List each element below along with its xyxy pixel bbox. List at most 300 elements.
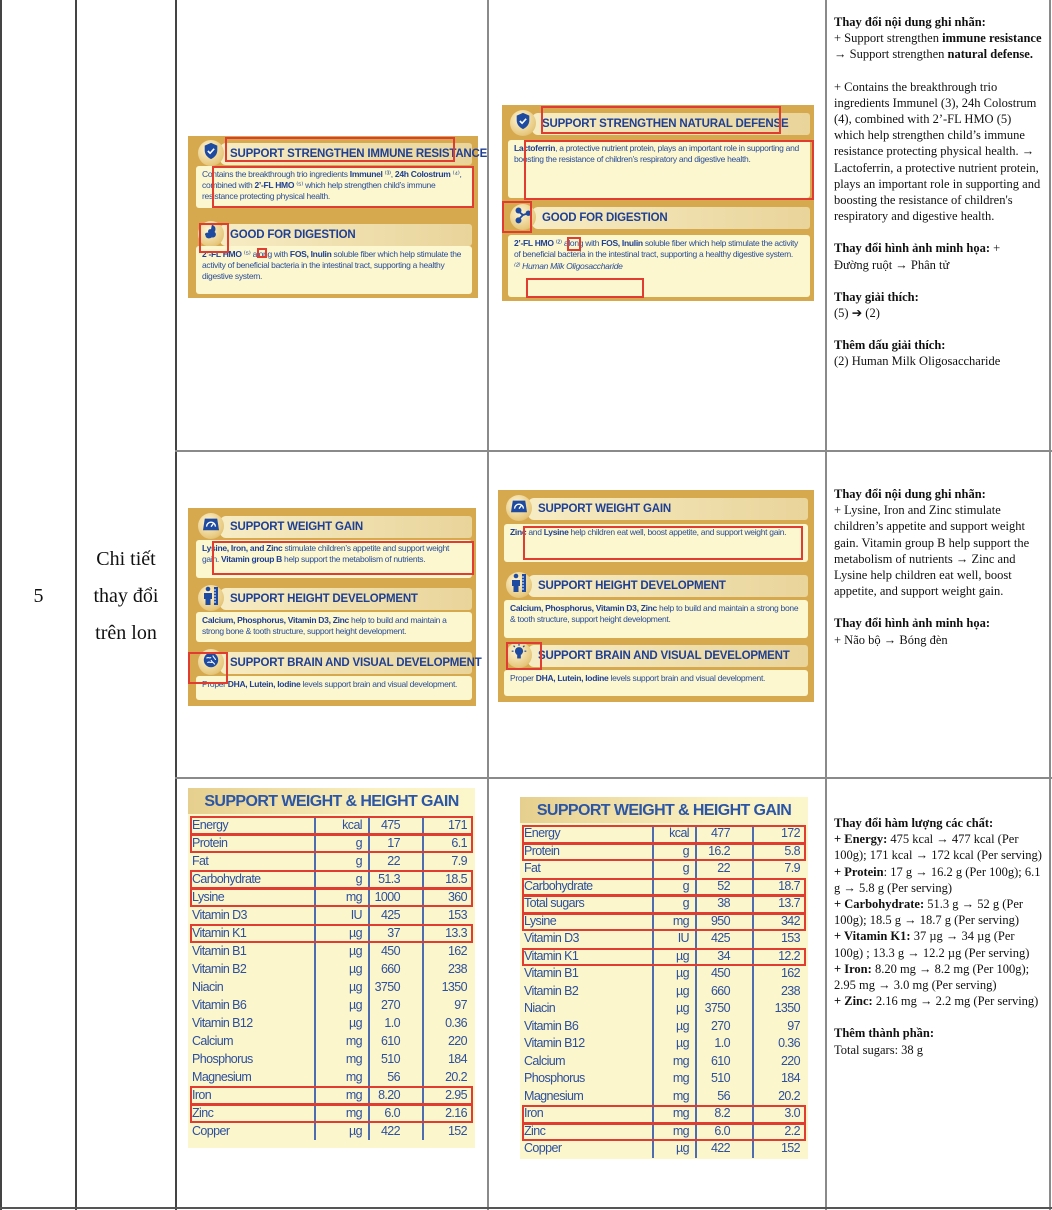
per-100g-value: 22 <box>387 854 400 868</box>
nutrient-name: Lysine <box>192 890 225 904</box>
category-line: trên lon <box>95 622 157 644</box>
per-100g-value: 270 <box>710 1018 730 1033</box>
per-100g-value: 425 <box>710 931 730 945</box>
note-line <box>834 30 1044 62</box>
note-heading-suffix: + <box>989 241 1001 256</box>
brain-badge <box>198 649 224 675</box>
nutrient-name: Vitamin B1 <box>524 966 579 980</box>
per-100g-value: 950 <box>710 913 730 928</box>
table-row <box>520 1000 808 1018</box>
per-serving-value: 238 <box>447 962 467 976</box>
section-body <box>504 524 808 562</box>
text-run: Contains the breakthrough trio ingredients <box>202 169 350 179</box>
text-run: , a protective nutrient protein, plays an important role in supporting and boosting the resistance of children’s respiratory and digestive health. <box>514 143 799 164</box>
per-serving-value: 2.2 <box>784 1123 800 1138</box>
note-heading: Thay giải thích: <box>834 289 919 304</box>
section-title: SUPPORT STRENGTHEN IMMUNE RESISTANCE <box>230 148 488 160</box>
section-body <box>196 540 472 578</box>
per-serving-value: 153 <box>447 908 467 922</box>
nutrient-name: Energy <box>524 826 561 840</box>
note-line <box>834 993 1044 1009</box>
nutrient-name: Calcium <box>192 1034 233 1048</box>
section-title: SUPPORT HEIGHT DEVELOPMENT <box>538 580 726 592</box>
note-block <box>834 14 1044 224</box>
text-run: help children eat well, boost appetite, and support weight gain. <box>568 527 787 537</box>
bold-text: immune resistance <box>942 31 1042 46</box>
nutrient-name: Vitamin B6 <box>524 1018 579 1033</box>
table-row <box>520 825 808 843</box>
note-line <box>834 1042 1044 1058</box>
table-row <box>188 924 475 942</box>
table-row <box>188 1050 475 1068</box>
text-run: levels support brain and visual development. <box>300 679 458 689</box>
per-100g-value: 51.3 <box>378 872 400 886</box>
per-serving-value: 0.36 <box>445 1016 467 1030</box>
nutrient-name: Niacin <box>524 1001 556 1015</box>
shield-check-icon <box>202 142 220 165</box>
bold-text: Lysine, Iron, and Zinc <box>202 543 283 553</box>
nutrient-unit: µg <box>349 980 362 994</box>
child-height-ruler-badge <box>506 572 532 598</box>
bold-text: 2’-FL HMO <box>514 238 554 248</box>
per-100g-value: 660 <box>380 962 400 976</box>
per-serving-value: 172 <box>780 826 800 840</box>
change-notes-nutrition <box>834 815 1044 1074</box>
per-serving-value: 1350 <box>774 1001 800 1015</box>
bold-text: natural defense. <box>947 47 1033 62</box>
table-border-right <box>1049 0 1051 1210</box>
table-row <box>188 852 475 870</box>
nutrient-unit: g <box>355 836 362 850</box>
text-run: → Support strengthen <box>834 47 948 62</box>
per-serving-value: 97 <box>454 998 467 1012</box>
bold-text: + Zinc: <box>834 994 873 1009</box>
nutrient-name: Fat <box>524 861 541 875</box>
child-height-ruler-badge <box>198 585 224 611</box>
note-heading: Thay đổi nội dung ghi nhãn: <box>834 487 986 501</box>
nutrient-unit: µg <box>349 1124 362 1138</box>
lightbulb-icon <box>509 643 529 668</box>
text-run: Proper <box>202 679 228 689</box>
per-serving-value: 1350 <box>441 980 467 994</box>
column-divider <box>825 0 827 1210</box>
text-run: ⁽²⁾ along with <box>553 238 602 248</box>
table-row <box>520 1088 808 1106</box>
per-serving-value: 13.3 <box>445 926 467 940</box>
nutrient-unit: mg <box>672 1053 689 1068</box>
table-row <box>188 870 475 888</box>
nutrient-unit: mg <box>345 1034 362 1048</box>
per-100g-value: 1.0 <box>384 1016 400 1030</box>
per-100g-value: 16.2 <box>708 843 730 858</box>
nutrient-name: Vitamin K1 <box>192 926 247 940</box>
nutrient-name: Vitamin B12 <box>524 1036 585 1050</box>
nutrient-unit: kcal <box>342 818 362 832</box>
per-serving-value: 238 <box>780 983 800 998</box>
bold-text: DHA, Lutein, Iodine <box>535 673 609 683</box>
per-serving-value: 2.95 <box>445 1088 467 1102</box>
nutrient-name: Phosphorus <box>192 1052 253 1066</box>
per-serving-value: 7.9 <box>784 861 800 875</box>
per-serving-value: 184 <box>447 1052 467 1066</box>
table-row <box>520 983 808 1001</box>
molecule-icon <box>513 206 533 229</box>
nutrition-table-title: SUPPORT WEIGHT & HEIGHT GAIN <box>188 788 475 814</box>
per-serving-value: 152 <box>780 1141 800 1155</box>
table-row <box>520 843 808 861</box>
nutrient-unit: mg <box>345 1088 362 1102</box>
per-100g-value: 510 <box>710 1071 730 1085</box>
table-row <box>188 888 475 906</box>
per-100g-value: 450 <box>710 966 730 980</box>
nutrient-name: Vitamin D3 <box>192 908 247 922</box>
note-heading: Thay đổi hình ảnh minh họa: <box>834 616 990 631</box>
speedometer-scale-badge <box>506 495 532 521</box>
nutrient-name: Magnesium <box>524 1088 584 1103</box>
per-100g-value: 610 <box>710 1053 730 1068</box>
text-run: soluble fiber which help stimulate the activity of beneficial bacteria in the intestinal tract, supporting a healthy digestive system. <box>202 249 462 281</box>
per-100g-value: 1000 <box>374 890 400 904</box>
table-row <box>520 1140 808 1158</box>
speedometer-scale-badge <box>198 513 224 539</box>
bold-text: Immunel <box>349 169 383 179</box>
note-heading: Thay đổi hàm lượng các chất: <box>834 816 994 830</box>
text-run: stimulate children’s appetite and support weight gain. <box>202 543 450 564</box>
nutrient-name: Calcium <box>524 1053 565 1068</box>
table-row <box>520 860 808 878</box>
nutrient-unit: µg <box>676 1036 689 1050</box>
note-block <box>834 815 1044 1009</box>
nutrient-unit: µg <box>676 966 689 980</box>
per-serving-value: 184 <box>780 1071 800 1085</box>
note-heading: Thay đổi hình ảnh minh họa: <box>834 241 990 256</box>
per-serving-value: 153 <box>780 931 800 945</box>
table-row <box>520 930 808 948</box>
note-block <box>834 1025 1044 1057</box>
nutrient-name: Energy <box>192 818 229 832</box>
note-heading: Thêm dấu giải thích: <box>834 338 946 353</box>
table-row <box>188 942 475 960</box>
table-row <box>188 978 475 996</box>
note-block <box>834 289 1044 321</box>
nutrient-name: Total sugars <box>524 896 585 910</box>
per-serving-value: 7.9 <box>451 854 467 868</box>
per-100g-value: 425 <box>380 908 400 922</box>
bold-text: FOS, Inulin <box>289 249 332 259</box>
per-serving-value: 162 <box>447 944 467 958</box>
nutrient-unit: µg <box>349 1016 362 1030</box>
per-serving-value: 342 <box>780 913 800 928</box>
table-row <box>188 960 475 978</box>
per-100g-value: 6.0 <box>714 1123 730 1138</box>
nutrient-unit: µg <box>676 1001 689 1015</box>
bold-text: Zinc <box>510 527 527 537</box>
per-serving-value: 5.8 <box>784 843 800 858</box>
note-line <box>834 864 1044 896</box>
table-row <box>188 1032 475 1050</box>
section-title: SUPPORT BRAIN AND VISUAL DEVELOPMENT <box>538 650 790 662</box>
per-serving-value: 97 <box>787 1018 800 1033</box>
per-100g-value: 22 <box>717 861 730 875</box>
nutrient-name: Vitamin B2 <box>524 983 579 998</box>
text-run: ⁽³⁾, <box>382 169 395 179</box>
column-divider <box>175 0 177 1210</box>
per-100g-value: 475 <box>380 818 400 832</box>
table-row <box>520 913 808 931</box>
row-divider <box>175 777 1052 779</box>
nutrient-name: Vitamin B12 <box>192 1016 253 1030</box>
per-100g-value: 3750 <box>374 980 400 994</box>
nutrient-name: Vitamin B2 <box>192 962 247 976</box>
per-100g-value: 56 <box>387 1070 400 1084</box>
per-100g-value: 1.0 <box>714 1036 730 1050</box>
nutrient-unit: µg <box>676 948 689 963</box>
lightbulb-badge <box>506 642 532 668</box>
new-nutrition-table <box>520 797 808 1159</box>
text-run: Đường ruột → Phân tử <box>834 257 950 272</box>
text-run: (5) ➔ (2) <box>834 306 880 321</box>
text-run: 475 kcal → 477 kcal (Per 100g); 171 kcal → 172 kcal (Per serving) <box>834 832 1042 863</box>
table-row <box>520 895 808 913</box>
nutrient-unit: µg <box>349 944 362 958</box>
section-title: SUPPORT WEIGHT GAIN <box>230 521 363 533</box>
section-title: SUPPORT BRAIN AND VISUAL DEVELOPMENT <box>230 657 482 669</box>
nutrient-unit: mg <box>672 913 689 928</box>
bold-text: Calcium, Phosphorus, Vitamin D3, Zinc <box>202 615 349 625</box>
nutrient-unit: mg <box>672 1106 689 1120</box>
nutrient-unit: g <box>682 861 689 875</box>
section-title: SUPPORT HEIGHT DEVELOPMENT <box>230 593 418 605</box>
note-line <box>834 353 1044 369</box>
text-run: 2.16 mg → 2.2 mg (Per serving) <box>872 994 1039 1009</box>
per-serving-value: 171 <box>447 818 467 832</box>
section-title: GOOD FOR DIGESTION <box>542 212 668 224</box>
note-line <box>834 79 1044 225</box>
table-row <box>520 1105 808 1123</box>
nutrient-name: Vitamin B1 <box>192 944 247 958</box>
text-run: Proper <box>510 673 536 683</box>
table-row <box>188 1086 475 1104</box>
nutrient-unit: g <box>682 896 689 910</box>
nutrient-unit: µg <box>676 1018 689 1033</box>
nutrient-name: Niacin <box>192 980 224 994</box>
text-run: Total sugars: 38 g <box>834 1042 924 1057</box>
note-block <box>834 240 1044 272</box>
table-row <box>520 1070 808 1088</box>
bold-text: 24h Colostrum <box>394 169 451 179</box>
shield-check-badge <box>510 110 536 136</box>
nutrient-unit: mg <box>345 1052 362 1066</box>
note-line <box>834 831 1044 863</box>
section-body <box>508 235 810 297</box>
text-run: + Lysine, Iron and Zinc stimulate children’s appetite and support weight gain. Vitamin group B help support the metabolism of nutrients → Zinc and Lysine help children eat well, boost appetite, and support weight gain. <box>834 503 1030 599</box>
text-run: + Contains the breakthrough trio ingredients Immunel (3), 24h Colostrum (4), combined with 2’-FL HMO (5) which help strengthen child’s immune resistance protecting physical health. → Lactoferrin, a protective nutrient protein, plays an important role in supporting and boosting the resistance of children's respiratory and digestive health. <box>834 79 1041 224</box>
per-100g-value: 3750 <box>704 1001 730 1015</box>
per-serving-value: 20.2 <box>778 1088 800 1103</box>
nutrient-unit: mg <box>345 1106 362 1120</box>
nutrient-name: Magnesium <box>192 1070 252 1084</box>
bold-text: + Vitamin K1: <box>834 929 911 944</box>
nutrient-name: Vitamin B6 <box>192 998 247 1012</box>
nutrient-unit: g <box>355 872 362 886</box>
table-row <box>188 816 475 834</box>
nutrient-unit: mg <box>672 1071 689 1085</box>
nutrient-name: Phosphorus <box>524 1071 585 1085</box>
column-divider <box>487 0 489 1210</box>
per-100g-value: 34 <box>717 948 730 963</box>
per-100g-value: 52 <box>717 878 730 893</box>
nutrient-name: Protein <box>192 836 228 850</box>
nutrient-name: Protein <box>524 843 560 858</box>
per-serving-value: 13.7 <box>778 896 800 910</box>
nutrient-name: Copper <box>192 1124 230 1138</box>
category-line: thay đổi <box>93 585 159 607</box>
text-run: levels support brain and visual development. <box>608 673 766 683</box>
nutrient-name: Zinc <box>192 1106 214 1120</box>
bold-text: + Protein <box>834 864 884 879</box>
nutrient-name: Vitamin D3 <box>524 931 579 945</box>
nutrient-unit: µg <box>349 962 362 976</box>
nutrient-name: Carbohydrate <box>192 872 261 886</box>
nutrient-unit: mg <box>345 1070 362 1084</box>
note-line <box>834 896 1044 928</box>
text-run: ⁽⁴⁾, combined with <box>202 169 462 190</box>
per-100g-value: 56 <box>717 1088 730 1103</box>
nutrient-name: Zinc <box>524 1123 546 1138</box>
per-100g-value: 8.2 <box>714 1106 730 1120</box>
nutrient-name: Iron <box>524 1106 544 1120</box>
per-100g-value: 610 <box>380 1034 400 1048</box>
table-row <box>520 878 808 896</box>
text-run: 8.20 mg → 8.2 mg (Per 100g); 2.95 mg → 3.0 mg (Per serving) <box>834 961 1030 993</box>
change-notes-growth <box>834 486 1044 664</box>
section-title: GOOD FOR DIGESTION <box>230 229 356 241</box>
nutrient-unit: µg <box>349 998 362 1012</box>
nutrient-unit: µg <box>349 926 362 940</box>
molecule-badge <box>510 204 536 230</box>
section-body <box>196 612 472 642</box>
nutrient-name: Fat <box>192 854 209 868</box>
note-block <box>834 486 1044 599</box>
nutrient-unit: kcal <box>669 826 689 840</box>
per-serving-value: 20.2 <box>445 1070 467 1084</box>
text-run: ⁽⁵⁾ along with <box>241 249 290 259</box>
note-line <box>834 305 1044 321</box>
nutrient-unit: µg <box>676 983 689 998</box>
intestine-badge <box>198 221 224 247</box>
category-line: Chi tiết <box>96 548 156 570</box>
section-body <box>508 140 810 198</box>
old-nutrition-table <box>188 788 475 1148</box>
text-run: + Support strengthen <box>834 31 943 46</box>
per-100g-value: 38 <box>717 896 730 910</box>
child-height-ruler-icon <box>202 586 220 611</box>
nutrient-name: Vitamin K1 <box>524 948 579 963</box>
bold-text: Lysine <box>543 527 569 537</box>
bold-text: DHA, Lutein, Iodine <box>227 679 301 689</box>
nutrient-unit: IU <box>350 908 362 922</box>
note-line <box>834 632 1044 648</box>
per-serving-value: 3.0 <box>784 1106 800 1120</box>
per-serving-value: 220 <box>780 1053 800 1068</box>
bold-text: 2’-FL HMO <box>202 249 242 259</box>
bold-text: + Carbohydrate: <box>834 897 925 912</box>
nutrient-unit: IU <box>677 931 689 945</box>
text-run: soluble fiber which help stimulate the activity of beneficial bacteria in the intestinal tract, supporting a healthy digestive system. <box>514 238 799 259</box>
text-run: help to build and maintain a strong bone & tooth structure, support height development. <box>510 603 799 624</box>
nutrient-unit: g <box>682 843 689 858</box>
table-row <box>520 965 808 983</box>
note-spacer <box>834 63 1044 79</box>
brain-icon <box>202 651 220 674</box>
nutrient-name: Iron <box>192 1088 212 1102</box>
intestine-icon <box>202 223 220 246</box>
text-run: and <box>526 527 544 537</box>
table-row <box>188 906 475 924</box>
per-100g-value: 422 <box>380 1124 400 1138</box>
text-run: help to build and maintain a strong bone & tooth structure, support height development. <box>202 615 447 636</box>
section-body <box>196 676 472 700</box>
per-100g-value: 660 <box>710 983 730 998</box>
nutrient-unit: mg <box>672 1088 689 1103</box>
bold-text: Calcium, Phosphorus, Vitamin D3, Zinc <box>510 603 657 613</box>
section-body <box>196 166 472 208</box>
table-row <box>188 1104 475 1122</box>
table-row <box>188 1014 475 1032</box>
bold-text: + Energy: <box>834 832 888 847</box>
per-100g-value: 510 <box>380 1052 400 1066</box>
footnote: ⁽²⁾ Human Milk Oligosaccharide <box>514 261 623 271</box>
note-block <box>834 337 1044 369</box>
table-row <box>520 1123 808 1141</box>
nutrient-unit: g <box>682 878 689 893</box>
note-line <box>834 961 1044 993</box>
per-100g-value: 6.0 <box>384 1106 400 1120</box>
per-serving-value: 18.7 <box>778 878 800 893</box>
per-serving-value: 162 <box>780 966 800 980</box>
nutrient-unit: mg <box>345 890 362 904</box>
per-100g-value: 422 <box>710 1141 730 1155</box>
child-height-ruler-icon <box>510 573 528 598</box>
nutrient-unit: g <box>355 854 362 868</box>
bold-text: FOS, Inulin <box>601 238 643 248</box>
table-row <box>188 834 475 852</box>
per-serving-value: 2.16 <box>445 1106 467 1120</box>
old-label-panel-growth <box>188 508 482 706</box>
table-row <box>520 1018 808 1036</box>
nutrient-unit: µg <box>676 1141 689 1155</box>
note-line <box>834 928 1044 960</box>
section-title: SUPPORT WEIGHT GAIN <box>538 503 671 515</box>
per-serving-value: 220 <box>447 1034 467 1048</box>
nutrient-name: Copper <box>524 1141 562 1155</box>
note-block <box>834 615 1044 647</box>
table-row <box>520 1035 808 1053</box>
text-run: ⁽⁵⁾ which help strengthen child’s immune resistance protecting physical health. <box>202 180 436 201</box>
bold-text: 2’-FL HMO <box>254 180 295 190</box>
bold-text: Vitamin group B <box>221 554 282 564</box>
section-body <box>504 670 808 696</box>
nutrient-name: Carbohydrate <box>524 878 593 893</box>
section-title: SUPPORT STRENGTHEN NATURAL DEFENSE <box>542 118 789 130</box>
table-row <box>188 996 475 1014</box>
note-heading: Thay đổi nội dung ghi nhãn: <box>834 15 986 29</box>
nutrient-unit: mg <box>672 1123 689 1138</box>
text-run: (2) Human Milk Oligosaccharide <box>834 354 1001 369</box>
per-100g-value: 17 <box>387 836 400 850</box>
per-serving-value: 0.36 <box>778 1036 800 1050</box>
row-number: 5 <box>33 585 44 607</box>
